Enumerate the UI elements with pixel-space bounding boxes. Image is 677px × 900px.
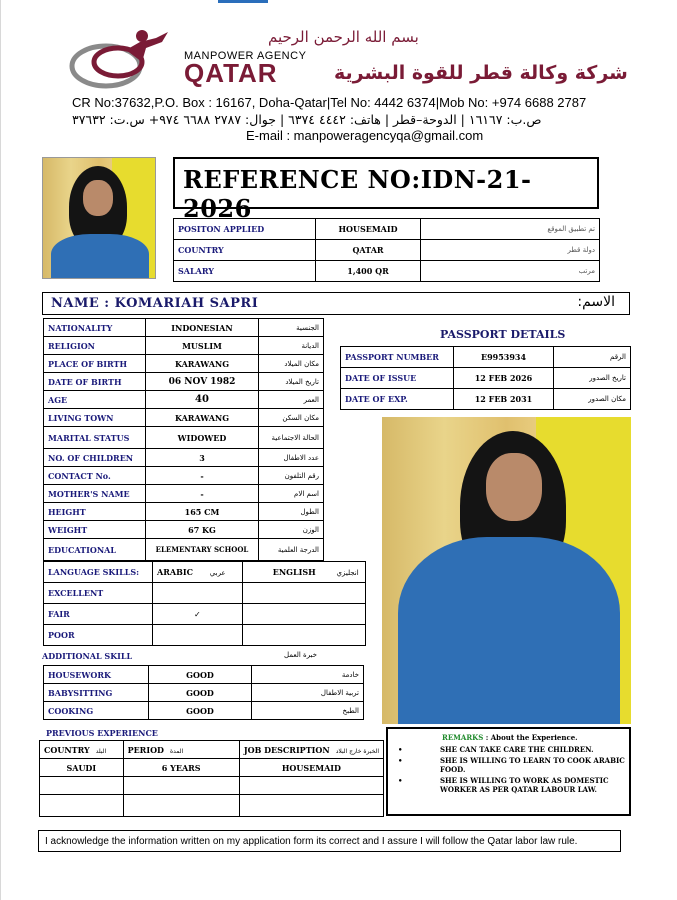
period-col-label-ar: المدة bbox=[169, 747, 184, 755]
table-row bbox=[44, 503, 324, 521]
bullet-icon: • bbox=[398, 756, 403, 765]
country-label-ar: دولة قطر bbox=[421, 240, 600, 261]
agency-logo bbox=[68, 28, 180, 94]
field-label: PLACE OF BIRTH bbox=[44, 355, 146, 373]
salary-label: SALARY bbox=[174, 261, 316, 282]
reference-box bbox=[173, 157, 599, 223]
skill-label: HOUSEWORK bbox=[44, 666, 149, 684]
period-col-label: PERIOD bbox=[127, 744, 164, 755]
field-value: - bbox=[146, 467, 259, 485]
candidate-name-label-ar: الاسم: bbox=[577, 294, 615, 310]
field-label: WEIGHT bbox=[44, 521, 146, 539]
english-label-ar: انجليزي bbox=[336, 569, 359, 577]
field-label-ar: اسم الام bbox=[259, 485, 324, 503]
exp-period bbox=[123, 795, 239, 817]
additional-skills-table bbox=[43, 665, 364, 720]
date-of-exp-label: DATE OF EXP. bbox=[341, 389, 454, 410]
english-label: ENGLISH bbox=[272, 567, 316, 577]
position-label: POSITON APPLIED bbox=[174, 219, 316, 240]
table-row bbox=[174, 240, 600, 261]
field-label-ar: الرقم bbox=[554, 347, 631, 368]
field-value: ELEMENTARY SCHOOL bbox=[146, 539, 259, 561]
remarks-box bbox=[386, 727, 631, 816]
country-header bbox=[40, 741, 124, 759]
contact-line-en: CR No:37632,P.O. Box : 16167, Doha-Qatar|Tel No: 4442 6374|Mob No: +974 6688 2787 bbox=[72, 95, 587, 110]
remarks-list bbox=[396, 745, 628, 796]
field-label-ar: الحالة الاجتماعية bbox=[259, 427, 324, 449]
arabic-level-mark bbox=[153, 625, 243, 646]
field-label: DATE OF BIRTH bbox=[44, 373, 146, 391]
table-row bbox=[44, 319, 324, 337]
table-row bbox=[44, 449, 324, 467]
country-value: QATAR bbox=[316, 240, 421, 261]
field-label: EDUCATIONAL bbox=[44, 539, 146, 561]
bullet-icon: • bbox=[398, 745, 403, 754]
candidate-name: NAME : KOMARIAH SAPRI bbox=[51, 296, 259, 311]
field-value: 165 CM bbox=[146, 503, 259, 521]
list-item bbox=[396, 776, 628, 794]
table-row bbox=[174, 261, 600, 282]
arabic-label: ARABIC bbox=[157, 567, 193, 577]
agency-name-en: MANPOWER AGENCY bbox=[184, 50, 307, 62]
table-row bbox=[40, 759, 384, 777]
exp-period bbox=[123, 777, 239, 795]
table-row bbox=[44, 355, 324, 373]
date-of-issue-label: DATE OF ISSUE bbox=[341, 368, 454, 389]
table-row bbox=[44, 391, 324, 409]
agency-email: E-mail : manpoweragencyqa@gmail.com bbox=[246, 128, 484, 143]
field-label: RELIGION bbox=[44, 337, 146, 355]
field-label-ar: الديانة bbox=[259, 337, 324, 355]
job-header bbox=[239, 741, 383, 759]
field-label-ar: مكان الميلاد bbox=[259, 355, 324, 373]
skill-value: GOOD bbox=[149, 666, 252, 684]
table-row bbox=[44, 702, 364, 720]
additional-skill-title: ADDITIONAL SKILL bbox=[42, 651, 133, 661]
acknowledgement-box bbox=[38, 830, 621, 852]
agency-name-ar: شركة وكالة قطر للقوة البشرية bbox=[334, 62, 628, 84]
bismillah-calligraphy: بسم الله الرحمن الرحيم bbox=[268, 28, 419, 46]
salary-label-ar: مرتب bbox=[421, 261, 600, 282]
table-row bbox=[44, 373, 324, 391]
skill-label-ar: خادمة bbox=[252, 666, 364, 684]
table-row bbox=[341, 389, 631, 410]
candidate-photo-small bbox=[42, 157, 156, 279]
field-value: 67 KG bbox=[146, 521, 259, 539]
passport-number-label: PASSPORT NUMBER bbox=[341, 347, 454, 368]
table-row bbox=[44, 409, 324, 427]
level-label: FAIR bbox=[44, 604, 153, 625]
level-label: POOR bbox=[44, 625, 153, 646]
arabic-level-mark bbox=[153, 583, 243, 604]
table-row bbox=[40, 795, 384, 817]
table-row bbox=[44, 427, 324, 449]
field-value: 3 bbox=[146, 449, 259, 467]
language-skills-label: LANGUAGE SKILLS: bbox=[44, 562, 153, 583]
position-value: HOUSEMAID bbox=[316, 219, 421, 240]
field-label: NATIONALITY bbox=[44, 319, 146, 337]
field-value: 40 bbox=[146, 391, 259, 409]
exp-job bbox=[239, 795, 383, 817]
field-value: - bbox=[146, 485, 259, 503]
remark-text: SHE IS WILLING TO LEARN TO COOK ARABIC FOOD. bbox=[440, 756, 625, 774]
name-bar bbox=[42, 292, 630, 315]
table-row bbox=[44, 625, 366, 646]
skill-label: BABYSITTING bbox=[44, 684, 149, 702]
field-label-ar: عدد الاطفال bbox=[259, 449, 324, 467]
table-row bbox=[174, 219, 600, 240]
country-col-label: COUNTRY bbox=[44, 744, 90, 755]
field-label-ar: العمر bbox=[259, 391, 324, 409]
exp-country: SAUDI bbox=[40, 759, 124, 777]
table-row bbox=[44, 539, 324, 561]
experience-table bbox=[39, 740, 384, 817]
arabic-header bbox=[153, 562, 243, 583]
table-row bbox=[44, 666, 364, 684]
field-label-ar: رقم التلفون bbox=[259, 467, 324, 485]
table-row bbox=[44, 337, 324, 355]
date-of-exp-value: 12 FEB 2031 bbox=[454, 389, 554, 410]
field-label: HEIGHT bbox=[44, 503, 146, 521]
skill-value: GOOD bbox=[149, 702, 252, 720]
table-row bbox=[44, 467, 324, 485]
arabic-level-mark: ✓ bbox=[153, 604, 243, 625]
remarks-subtitle: : About the Experience. bbox=[485, 733, 578, 742]
table-row bbox=[44, 521, 324, 539]
field-value: MUSLIM bbox=[146, 337, 259, 355]
field-label: LIVING TOWN bbox=[44, 409, 146, 427]
table-row bbox=[44, 562, 366, 583]
position-label-ar: تم تطبيق الموقع bbox=[421, 219, 600, 240]
skill-label-ar: تربية الاطفال bbox=[252, 684, 364, 702]
passport-details-title: PASSPORT DETAILS bbox=[440, 328, 566, 341]
page-left-edge bbox=[0, 0, 1, 900]
position-table bbox=[173, 218, 600, 282]
field-label-ar: الطول bbox=[259, 503, 324, 521]
table-row bbox=[40, 777, 384, 795]
field-label: NO. OF CHILDREN bbox=[44, 449, 146, 467]
period-header bbox=[123, 741, 239, 759]
english-level-mark bbox=[242, 604, 365, 625]
table-row bbox=[341, 368, 631, 389]
field-value: WIDOWED bbox=[146, 427, 259, 449]
contact-line-ar: ص.ب: ١٦١٦٧ | الدوحة–قطر | هاتف: ٤٤٤٢ ٦٣٧٤ | جوال: ٢٧٨٧ ٦٦٨٨ ٩٧٤+ س.ت: ٣٧٦٣٢ bbox=[72, 112, 542, 127]
agency-brand: QATAR bbox=[184, 58, 278, 88]
field-label-ar: الجنسية bbox=[259, 319, 324, 337]
language-skills-table bbox=[43, 561, 366, 646]
level-label: EXCELLENT bbox=[44, 583, 153, 604]
bullet-icon: • bbox=[398, 776, 403, 785]
date-of-issue-value: 12 FEB 2026 bbox=[454, 368, 554, 389]
field-label: AGE bbox=[44, 391, 146, 409]
job-col-label-ar: الخبرة خارج البلاد bbox=[335, 747, 379, 755]
field-label-ar: تاريخ الميلاد bbox=[259, 373, 324, 391]
field-label-ar: مكان السكن bbox=[259, 409, 324, 427]
remark-text: SHE IS WILLING TO WORK AS DOMESTIC WORKER AS PER QATAR LABOUR LAW. bbox=[440, 776, 609, 794]
salary-value: 1,400 QR bbox=[316, 261, 421, 282]
country-label: COUNTRY bbox=[174, 240, 316, 261]
acknowledgement-text: I acknowledge the information written on my application form its correct and I assure I will follow the Qatar labor law rule. bbox=[45, 836, 578, 847]
skill-label-ar: الطبخ bbox=[252, 702, 364, 720]
exp-country bbox=[40, 795, 124, 817]
passport-number-value: E9953934 bbox=[454, 347, 554, 368]
exp-country bbox=[40, 777, 124, 795]
skill-value: GOOD bbox=[149, 684, 252, 702]
field-label: MARITAL STATUS bbox=[44, 427, 146, 449]
english-level-mark bbox=[242, 625, 365, 646]
exp-job: HOUSEMAID bbox=[239, 759, 383, 777]
exp-job bbox=[239, 777, 383, 795]
field-value: 06 NOV 1982 bbox=[146, 373, 259, 391]
field-label: MOTHER'S NAME bbox=[44, 485, 146, 503]
english-header bbox=[242, 562, 365, 583]
skill-label: COOKING bbox=[44, 702, 149, 720]
field-label-ar: مكان الصدور bbox=[554, 389, 631, 410]
field-label-ar: الوزن bbox=[259, 521, 324, 539]
table-row bbox=[44, 604, 366, 625]
remarks-title: REMARKS bbox=[442, 733, 484, 742]
field-value: KARAWANG bbox=[146, 409, 259, 427]
field-label-ar: الدرجة العلمية bbox=[259, 539, 324, 561]
passport-table bbox=[340, 346, 631, 410]
field-value: INDONESIAN bbox=[146, 319, 259, 337]
previous-experience-title: PREVIOUS EXPERIENCE bbox=[46, 728, 158, 738]
field-value: KARAWANG bbox=[146, 355, 259, 373]
job-col-label: JOB DESCRIPTION bbox=[243, 744, 330, 755]
arabic-label-ar: عربي bbox=[209, 569, 226, 577]
table-row bbox=[44, 583, 366, 604]
field-label-ar: تاريخ الصدور bbox=[554, 368, 631, 389]
table-row bbox=[341, 347, 631, 368]
english-level-mark bbox=[242, 583, 365, 604]
remarks-heading bbox=[442, 733, 578, 742]
exp-period: 6 YEARS bbox=[123, 759, 239, 777]
top-accent-bar bbox=[218, 0, 268, 3]
country-col-label-ar: البلد bbox=[95, 747, 107, 755]
list-item bbox=[396, 745, 628, 754]
remark-text: SHE CAN TAKE CARE THE CHILDREN. bbox=[440, 745, 594, 754]
personal-details-table bbox=[43, 318, 324, 561]
list-item bbox=[396, 756, 628, 774]
table-row bbox=[40, 741, 384, 759]
table-row bbox=[44, 684, 364, 702]
table-row bbox=[44, 485, 324, 503]
additional-skill-title-ar: خبرة العمل bbox=[284, 651, 317, 659]
field-label: CONTACT No. bbox=[44, 467, 146, 485]
reference-number: REFERENCE NO:IDN-21-2026 bbox=[183, 165, 532, 223]
candidate-photo-large bbox=[382, 417, 631, 724]
